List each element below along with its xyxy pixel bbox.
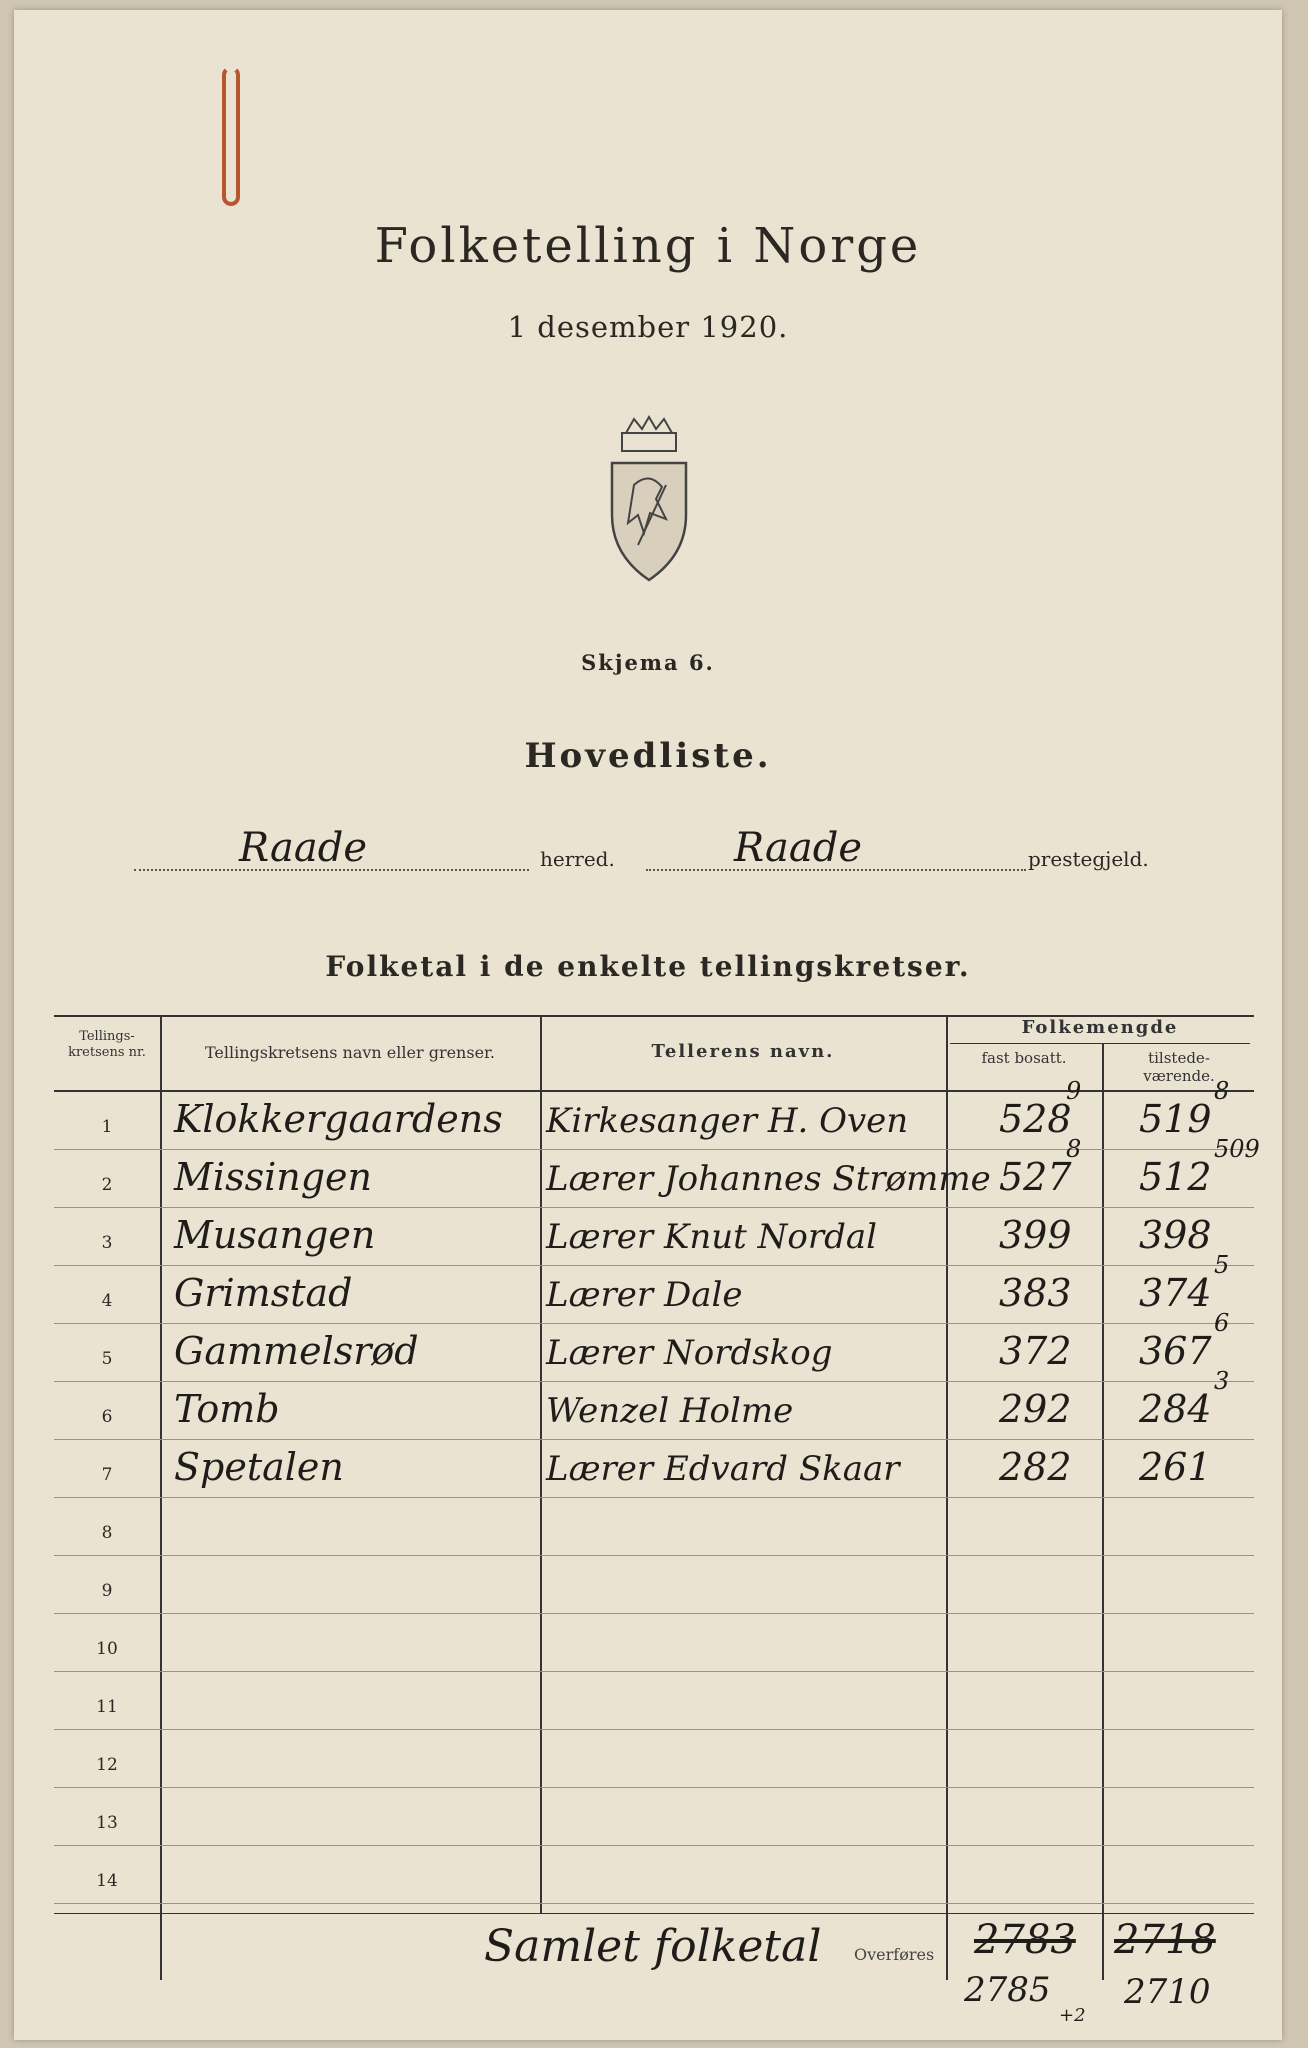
row-fast-correction: 8 bbox=[1066, 1135, 1082, 1163]
table-row bbox=[54, 1497, 1254, 1556]
table-row bbox=[54, 1729, 1254, 1788]
header-tilstede: tilstede-værende. bbox=[1143, 1049, 1215, 1085]
row-fast-bosatt: 282 bbox=[999, 1445, 1072, 1489]
document-type: Hovedliste. bbox=[524, 736, 772, 776]
row-teller-name: Wenzel Holme bbox=[546, 1391, 794, 1431]
row-district-name: Gammelsrød bbox=[174, 1329, 419, 1373]
row-fast-bosatt: 528 bbox=[999, 1097, 1072, 1141]
overfores-label: Overføres bbox=[854, 1945, 935, 1964]
row-teller-name: Lærer Edvard Skaar bbox=[546, 1449, 900, 1489]
row-nr: 5 bbox=[101, 1349, 113, 1369]
row-tilstede-correction: 8 bbox=[1214, 1077, 1230, 1105]
row-tilstede: 512 bbox=[1139, 1155, 1212, 1199]
header-folkemengde: Folkemengde bbox=[1021, 1017, 1179, 1038]
table-row bbox=[54, 1555, 1254, 1614]
row-nr: 14 bbox=[96, 1871, 118, 1891]
table-row bbox=[54, 1845, 1254, 1904]
row-teller-name: Lærer Knut Nordal bbox=[546, 1217, 878, 1257]
row-nr: 8 bbox=[101, 1523, 113, 1543]
section-title: Folketal i de enkelte tellingskretser. bbox=[325, 950, 971, 983]
row-district-name: Missingen bbox=[174, 1155, 372, 1199]
row-teller-name: Lærer Dale bbox=[546, 1275, 743, 1315]
row-district-name: Spetalen bbox=[174, 1445, 344, 1489]
row-tilstede-correction: 5 bbox=[1214, 1251, 1230, 1279]
herred-value: Raade bbox=[239, 825, 368, 871]
row-nr: 11 bbox=[96, 1697, 118, 1717]
total-tilstede-struck: 2718 bbox=[1114, 1917, 1216, 1963]
table-row bbox=[54, 1439, 1254, 1498]
table-row bbox=[54, 1251, 1254, 1324]
table-row bbox=[54, 1787, 1254, 1846]
row-nr: 12 bbox=[96, 1755, 118, 1775]
row-nr: 1 bbox=[101, 1117, 113, 1137]
header-fast: fast bosatt. bbox=[981, 1049, 1067, 1067]
place-row bbox=[14, 825, 1282, 875]
total-label: Samlet folketal bbox=[484, 1921, 822, 1972]
total-tilstede-corrected: 2710 bbox=[1124, 1972, 1211, 2012]
row-district-name: Grimstad bbox=[174, 1271, 353, 1315]
herred-label: herred. bbox=[540, 847, 615, 871]
row-fast-bosatt: 399 bbox=[999, 1213, 1072, 1257]
table-row bbox=[54, 1207, 1254, 1266]
row-nr: 10 bbox=[96, 1639, 118, 1659]
row-fast-correction: 9 bbox=[1066, 1077, 1082, 1105]
table-row bbox=[54, 1671, 1254, 1730]
row-tilstede: 284 bbox=[1139, 1387, 1212, 1431]
row-tilstede-correction: 509 bbox=[1214, 1135, 1260, 1163]
prestegjeld-value: Raade bbox=[734, 825, 863, 871]
row-nr: 6 bbox=[101, 1407, 113, 1427]
row-tilstede: 367 bbox=[1139, 1329, 1212, 1373]
row-district-name: Klokkergaardens bbox=[174, 1097, 503, 1141]
census-date: 1 desember 1920. bbox=[507, 310, 789, 344]
header-teller: Tellerens navn. bbox=[651, 1041, 835, 1062]
table-row bbox=[54, 1613, 1254, 1672]
row-teller-name: Lærer Johannes Strømme bbox=[546, 1159, 991, 1199]
row-district-name: Tomb bbox=[174, 1387, 280, 1431]
row-nr: 2 bbox=[101, 1175, 113, 1195]
header-nr: Tellings-kretsens nr. bbox=[68, 1029, 146, 1060]
row-tilstede: 261 bbox=[1139, 1445, 1212, 1489]
row-tilstede-correction: 6 bbox=[1214, 1309, 1230, 1337]
row-teller-name: Lærer Nordskog bbox=[546, 1333, 833, 1373]
prestegjeld-label: prestegjeld. bbox=[1028, 847, 1149, 871]
row-nr: 7 bbox=[101, 1465, 113, 1485]
table-row bbox=[54, 1367, 1254, 1440]
total-row bbox=[54, 1915, 1254, 1980]
total-fast-note: +2 bbox=[1059, 2005, 1086, 2026]
row-district-name: Musangen bbox=[174, 1213, 376, 1257]
paper-clip bbox=[222, 66, 240, 206]
header-name: Tellingskretsens navn eller grenser. bbox=[204, 1043, 496, 1062]
coat-of-arms-icon bbox=[604, 415, 694, 585]
row-nr: 4 bbox=[101, 1291, 113, 1311]
row-fast-bosatt: 383 bbox=[999, 1271, 1072, 1315]
total-fast-struck: 2783 bbox=[974, 1917, 1076, 1963]
total-fast-corrected: 2785 bbox=[964, 1970, 1051, 2010]
row-tilstede-correction: 3 bbox=[1214, 1367, 1230, 1395]
row-fast-bosatt: 527 bbox=[999, 1155, 1072, 1199]
row-nr: 3 bbox=[101, 1233, 113, 1253]
row-tilstede: 374 bbox=[1139, 1271, 1212, 1315]
census-sheet bbox=[14, 10, 1282, 2040]
census-table bbox=[54, 1015, 1260, 1980]
row-tilstede: 398 bbox=[1139, 1213, 1212, 1257]
page-title: Folketelling i Norge bbox=[374, 218, 922, 274]
row-fast-bosatt: 372 bbox=[999, 1329, 1072, 1373]
schema-number: Skjema 6. bbox=[581, 650, 715, 675]
row-fast-bosatt: 292 bbox=[999, 1387, 1072, 1431]
table-row bbox=[54, 1135, 1260, 1208]
row-nr: 13 bbox=[96, 1813, 118, 1833]
row-tilstede: 519 bbox=[1139, 1097, 1212, 1141]
row-nr: 9 bbox=[101, 1581, 113, 1601]
row-teller-name: Kirkesanger H. Oven bbox=[546, 1101, 909, 1141]
table-row bbox=[54, 1309, 1254, 1382]
